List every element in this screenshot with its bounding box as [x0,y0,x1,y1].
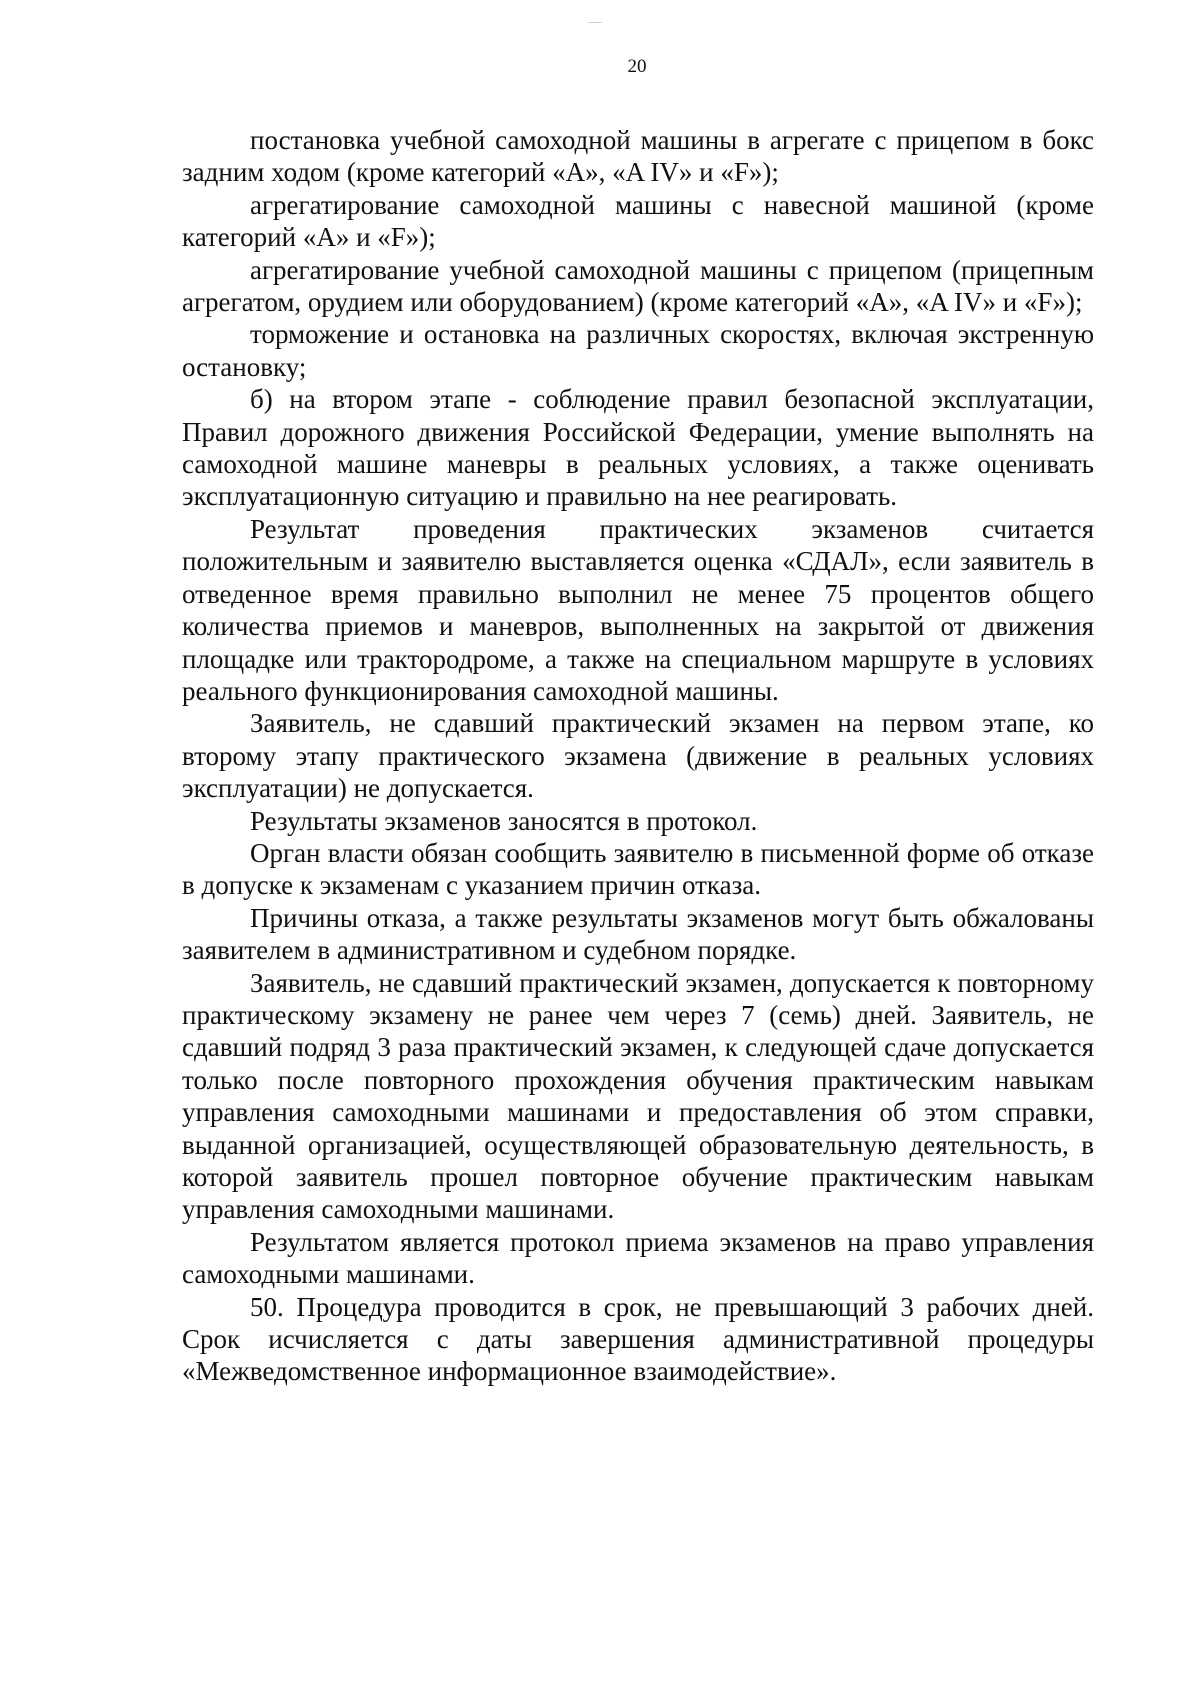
paragraph-exam-result: Результат проведения практических экзаменов считается положительным и заявителю выставляется оценка «СДАЛ», если заявитель в отведенное время правильно выполнил не менее 75 процентов общего количества приемов и маневров, выполненных на закрытой от движения площадке или трактородроме, а также на специальном маршруте в условиях реального функционирования самоходной машины. [182,513,1094,706]
paragraph-item-2: агрегатирование самоходной машины с навесной машиной (кроме категорий «A» и «F»); [182,189,1094,253]
paragraph-outcome: Результатом является протокол приема экзаменов на право управления самоходными машинами. [182,1226,1094,1290]
paragraph-item-4: торможение и остановка на различных скоростях, включая экстренную остановку; [182,319,1094,382]
paragraph-refusal-notice: Орган власти обязан сообщить заявителю в письменной форме об отказе в допуске к экзаменам с указанием причин отказа. [182,837,1094,901]
paragraph-retake: Заявитель, не сдавший практический экзамен, допускается к повторному практическому экзамену не ранее чем через 7 (семь) дней. Заявитель, не сдавший подряд 3 раза практический экзамен, к следующей сдаче допускается только после повторного прохождения обучения практическим навыкам управления самоходными машинами и предоставления об этом справки, выданной организацией, осуществляющей образовательную деятельность, в которой заявитель прошел повторное обучение практическим навыкам управления самоходными машинами. [182,967,1094,1225]
paragraph-appeal: Причины отказа, а также результаты экзаменов могут быть обжалованы заявителем в административном и судебном порядке. [182,902,1094,966]
document-body [182,124,1094,1388]
scan-artifact-mark [588,22,602,23]
page-number: 20 [627,56,647,77]
paragraph-item-3: агрегатирование учебной самоходной машины с прицепом (прицепным агрегатом, орудием или оборудованием) (кроме категорий «A», «A IV» и «F»); [182,254,1094,318]
paragraph-second-stage: б) на втором этапе - соблюдение правил безопасной эксплуатации, Правил дорожного движения Российской Федерации, умение выполнять на самоходной машине маневры в реальных условиях, а также оценивать эксплуатационную ситуацию и правильно на нее реагировать. [182,384,1094,512]
paragraph-first-stage-fail: Заявитель, не сдавший практический экзамен на первом этапе, ко второму этапу практического экзамена (движение в реальных условиях эксплуатации) не допускается. [182,708,1094,804]
paragraph-item-50: 50. Процедура проводится в срок, не превышающий 3 рабочих дней. Срок исчисляется с даты завершения административной процедуры «Межведомственное информационное взаимодействие». [182,1291,1094,1387]
paragraph-item-1: постановка учебной самоходной машины в агрегате с прицепом в бокс задним ходом (кроме категорий «A», «A IV» и «F»); [182,125,1094,188]
paragraph-protocol: Результаты экзаменов заносятся в протокол. [250,805,758,836]
